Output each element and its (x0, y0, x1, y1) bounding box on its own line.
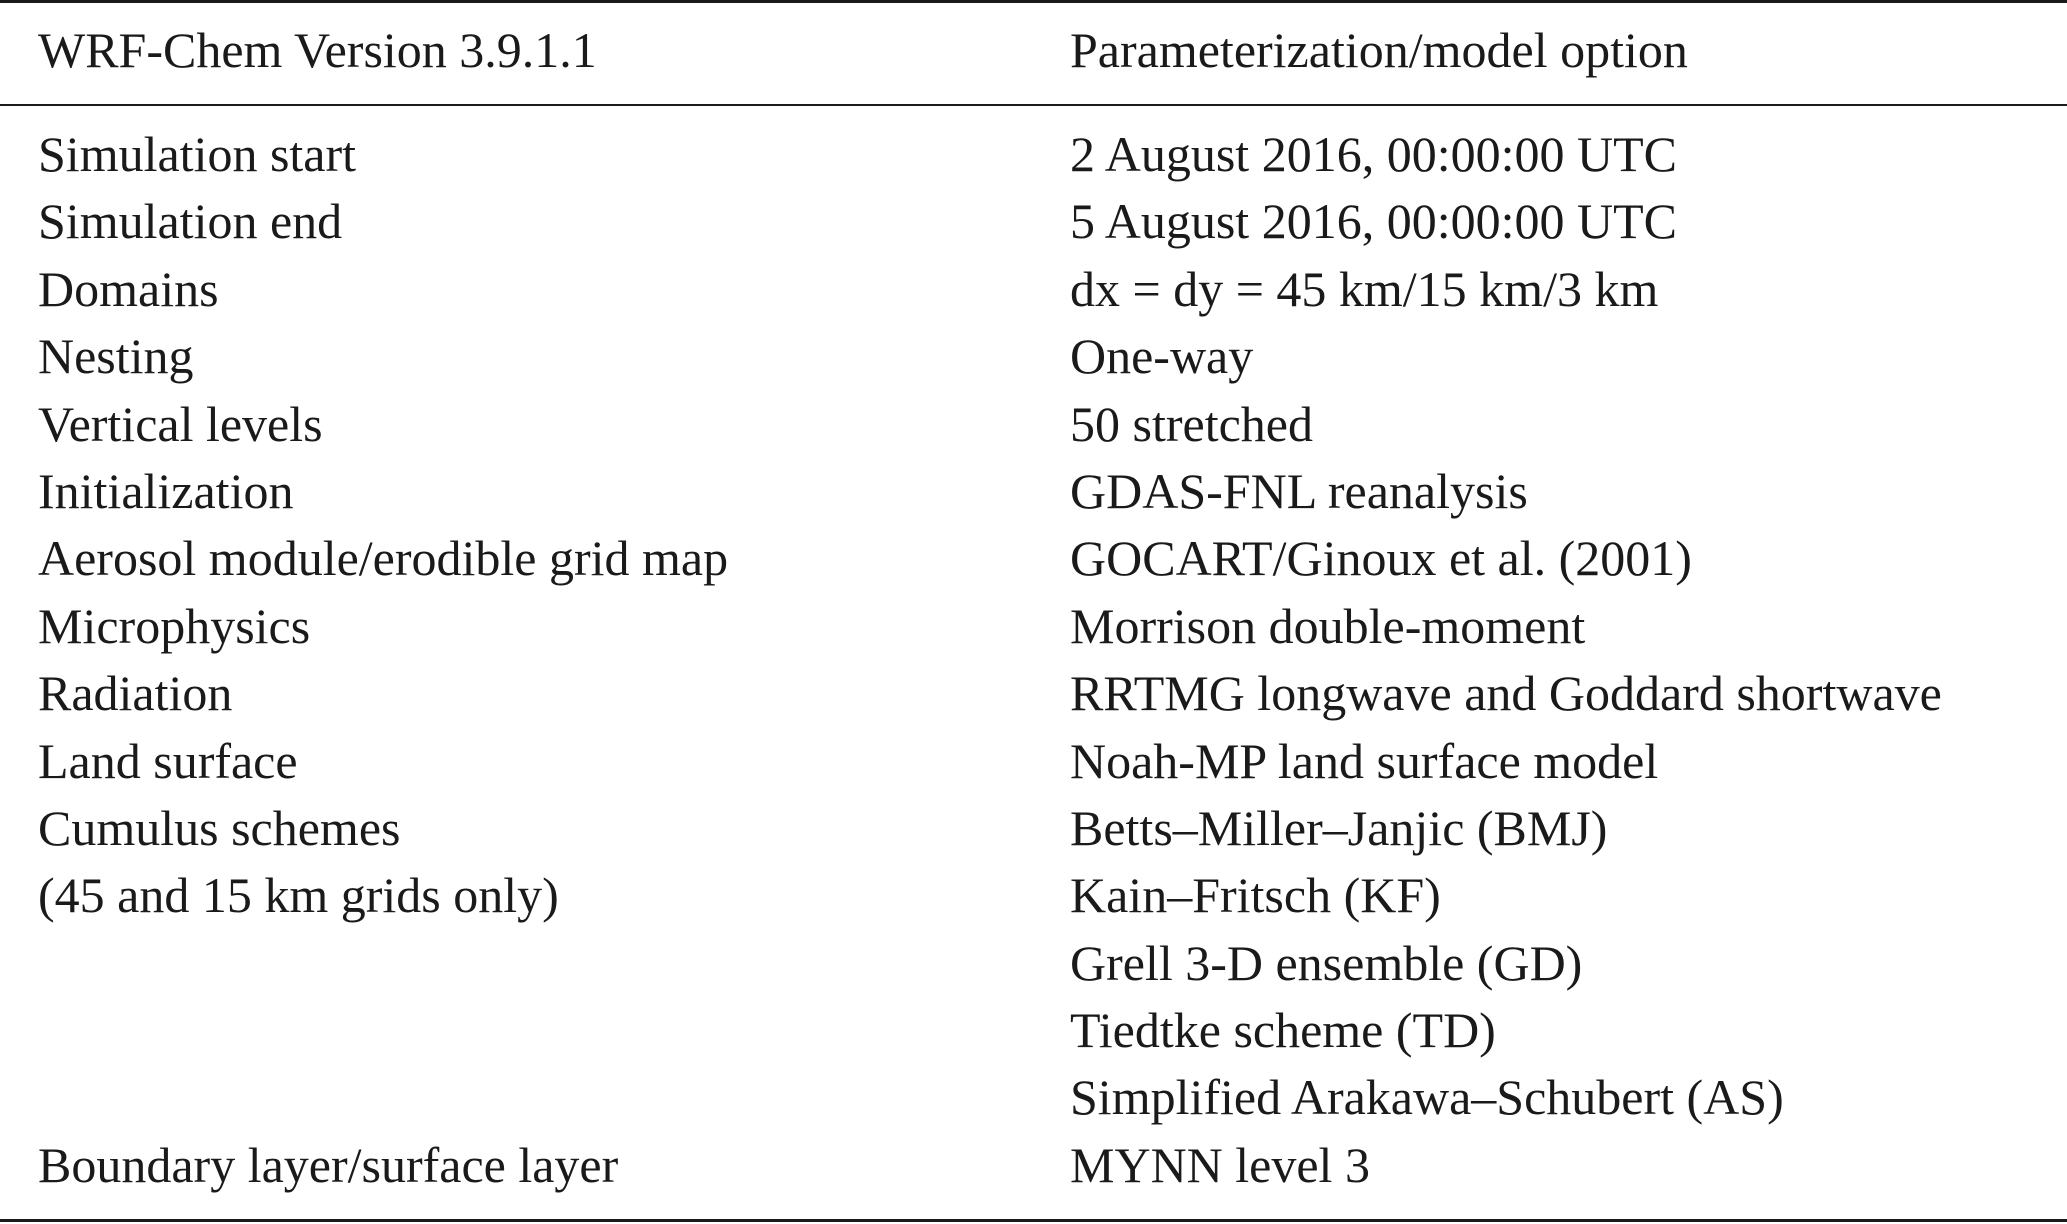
row-label: Domains (38, 260, 219, 317)
table-header-rule (0, 104, 2067, 106)
row-label: Nesting (38, 328, 194, 385)
header-col-option: Parameterization/model option (1070, 22, 1688, 78)
row-value: GDAS-FNL reanalysis (1070, 462, 1528, 519)
row-label: Land surface (38, 732, 298, 789)
row-value: dx = dy = 45 km/15 km/3 km (1070, 260, 1659, 317)
row-label: Boundary layer/surface layer (38, 1136, 619, 1193)
table-bottom-rule (0, 1219, 2067, 1222)
table-body (0, 121, 2067, 1199)
row-label: Aerosol module/erodible grid map (38, 530, 729, 587)
row-value: GOCART/Ginoux et al. (2001) (1070, 530, 1692, 587)
table-row (0, 660, 2067, 727)
table-row (0, 458, 2067, 525)
row-value: Betts–Miller–Janjic (BMJ) (1070, 799, 1608, 856)
row-value: Morrison double-moment (1070, 597, 1586, 654)
table-row (0, 862, 2067, 929)
row-label: Initialization (38, 462, 294, 519)
row-value: Grell 3-D ensemble (GD) (1070, 934, 1583, 991)
row-label: Simulation start (38, 126, 357, 182)
table-row (0, 795, 2067, 862)
table-row (0, 1064, 2067, 1131)
table-top-rule (0, 0, 2067, 3)
row-value: 50 stretched (1070, 395, 1313, 452)
row-value: Simplified Arakawa–Schubert (AS) (1070, 1069, 1784, 1126)
row-label: (45 and 15 km grids only) (38, 867, 559, 924)
row-label: Vertical levels (38, 395, 323, 452)
row-label: Radiation (38, 665, 233, 722)
row-label: Microphysics (38, 597, 311, 654)
table-row (0, 930, 2067, 997)
table-row (0, 188, 2067, 255)
row-value: RRTMG longwave and Goddard shortwave (1070, 665, 1942, 722)
row-value: 2 August 2016, 00:00:00 UTC (1070, 126, 1677, 182)
row-value: One-way (1070, 328, 1254, 385)
table-row (0, 997, 2067, 1064)
row-label: Simulation end (38, 193, 343, 250)
table-row (0, 525, 2067, 592)
row-value: MYNN level 3 (1070, 1136, 1370, 1193)
header-col-version: WRF-Chem Version 3.9.1.1 (38, 22, 597, 78)
table-row (0, 391, 2067, 458)
row-value: Noah-MP land surface model (1070, 732, 1659, 789)
table-row (0, 323, 2067, 390)
table-row (0, 593, 2067, 660)
row-value: Kain–Fritsch (KF) (1070, 867, 1441, 924)
table-row (0, 1132, 2067, 1199)
row-label: Cumulus schemes (38, 799, 401, 856)
row-value: Tiedtke scheme (TD) (1070, 1002, 1496, 1059)
table-row (0, 256, 2067, 323)
table-row (0, 121, 2067, 188)
table-header-row (0, 14, 2067, 86)
table-row (0, 728, 2067, 795)
row-value: 5 August 2016, 00:00:00 UTC (1070, 193, 1677, 250)
